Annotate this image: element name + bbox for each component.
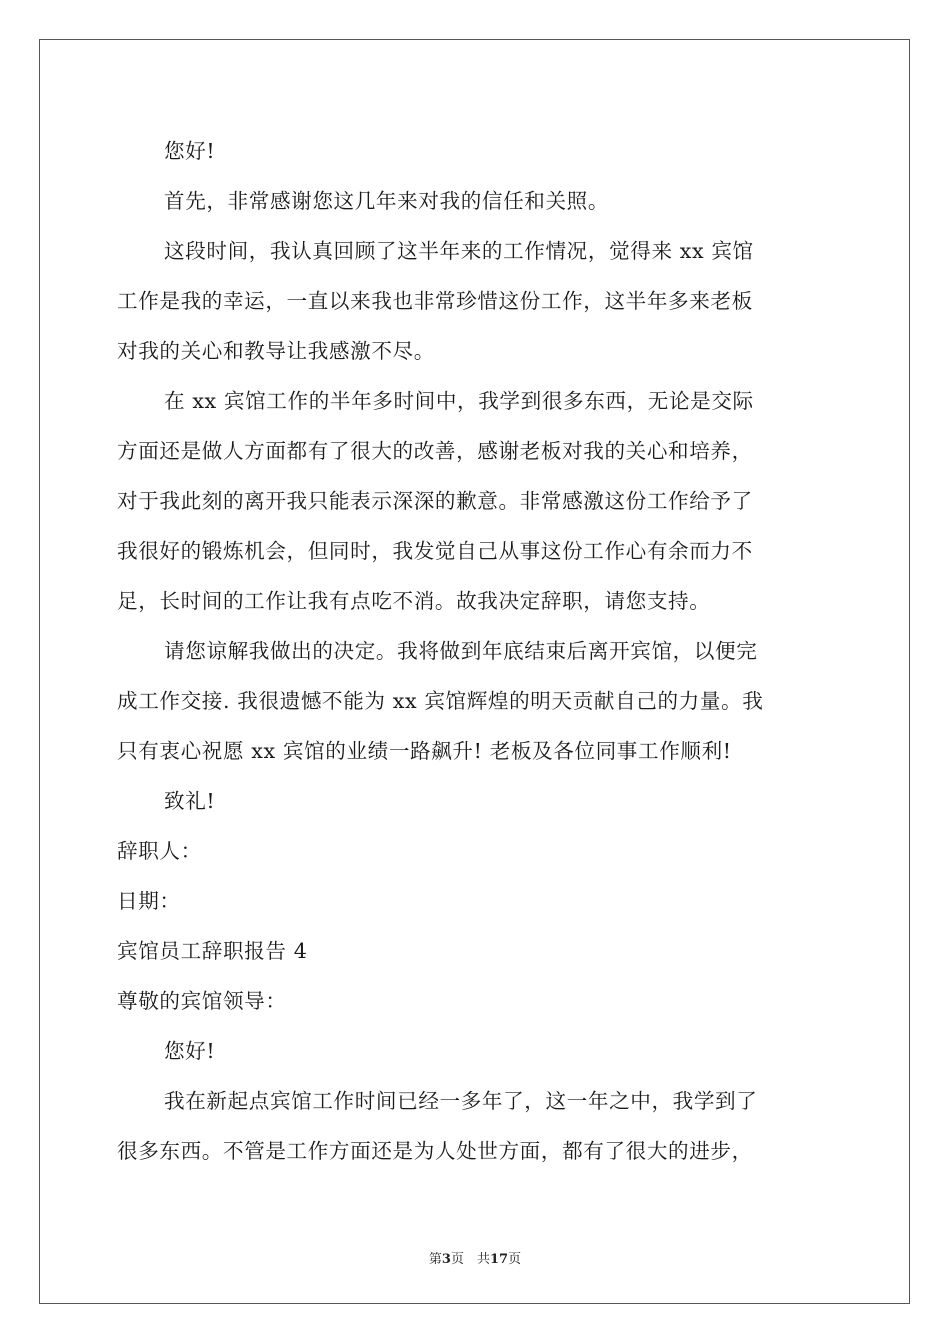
text-line: 这段时间，我认真回顾了这半年来的工作情况，觉得来 xx 宾馆 bbox=[164, 239, 754, 263]
text-line: 工作是我的幸运，一直以来我也非常珍惜这份工作，这半年多来老板 bbox=[117, 289, 753, 313]
text-line: 我在新起点宾馆工作时间已经一多年了，这一年之中，我学到了 bbox=[164, 1089, 758, 1113]
text-line: 请您谅解我做出的决定。我将做到年底结束后离开宾馆，以便完 bbox=[164, 639, 758, 663]
text-line: 方面还是做人方面都有了很大的改善，感谢老板对我的关心和培养， bbox=[117, 439, 753, 463]
text-line: 成工作交接. 我很遗憾不能为 xx 宾馆辉煌的明天贡献自己的力量。我 bbox=[117, 689, 764, 713]
page-footer bbox=[0, 1248, 950, 1267]
letter-paragraph-2 bbox=[117, 226, 839, 376]
page-mid: 页 共 bbox=[450, 1252, 490, 1267]
page-suffix: 页 bbox=[508, 1252, 522, 1267]
section-salutation: 尊敬的宾馆领导： bbox=[117, 989, 287, 1013]
letter-paragraph-1: 首先，非常感谢您这几年来对我的信任和关照。 bbox=[164, 189, 610, 213]
page-total: 17 bbox=[489, 1252, 509, 1267]
letter-paragraph-3 bbox=[117, 376, 839, 626]
text-line: 在 xx 宾馆工作的半年多时间中，我学到很多东西，无论是交际 bbox=[164, 389, 754, 413]
section-title: 宾馆员工辞职报告 4 bbox=[117, 939, 308, 963]
text-line: 只有衷心祝愿 xx 宾馆的业绩一路飙升! 老板及各位同事工作顺利! bbox=[117, 739, 732, 763]
text-line: 对于我此刻的离开我只能表示深深的歉意。非常感激这份工作给予了 bbox=[117, 489, 753, 513]
text-line: 对我的关心和教导让我感激不尽。 bbox=[117, 339, 435, 363]
page-current: 3 bbox=[441, 1252, 451, 1267]
letter-closing: 致礼! bbox=[164, 789, 216, 813]
text-line: 我很好的锻炼机会，但同时，我发觉自己从事这份工作心有余而力不 bbox=[117, 539, 753, 563]
letter-greeting: 您好! bbox=[164, 139, 216, 163]
section-paragraph-1 bbox=[117, 1076, 839, 1176]
date-label: 日期： bbox=[117, 889, 181, 913]
resigner-label: 辞职人： bbox=[117, 839, 202, 863]
letter-paragraph-4 bbox=[117, 626, 839, 776]
section-greeting: 您好! bbox=[164, 1039, 216, 1063]
text-line: 很多东西。不管是工作方面还是为人处世方面，都有了很大的进步， bbox=[117, 1139, 753, 1163]
text-line: 足，长时间的工作让我有点吃不消。故我决定辞职，请您支持。 bbox=[117, 589, 711, 613]
page-prefix: 第 bbox=[428, 1252, 442, 1267]
document-body bbox=[117, 126, 839, 1176]
